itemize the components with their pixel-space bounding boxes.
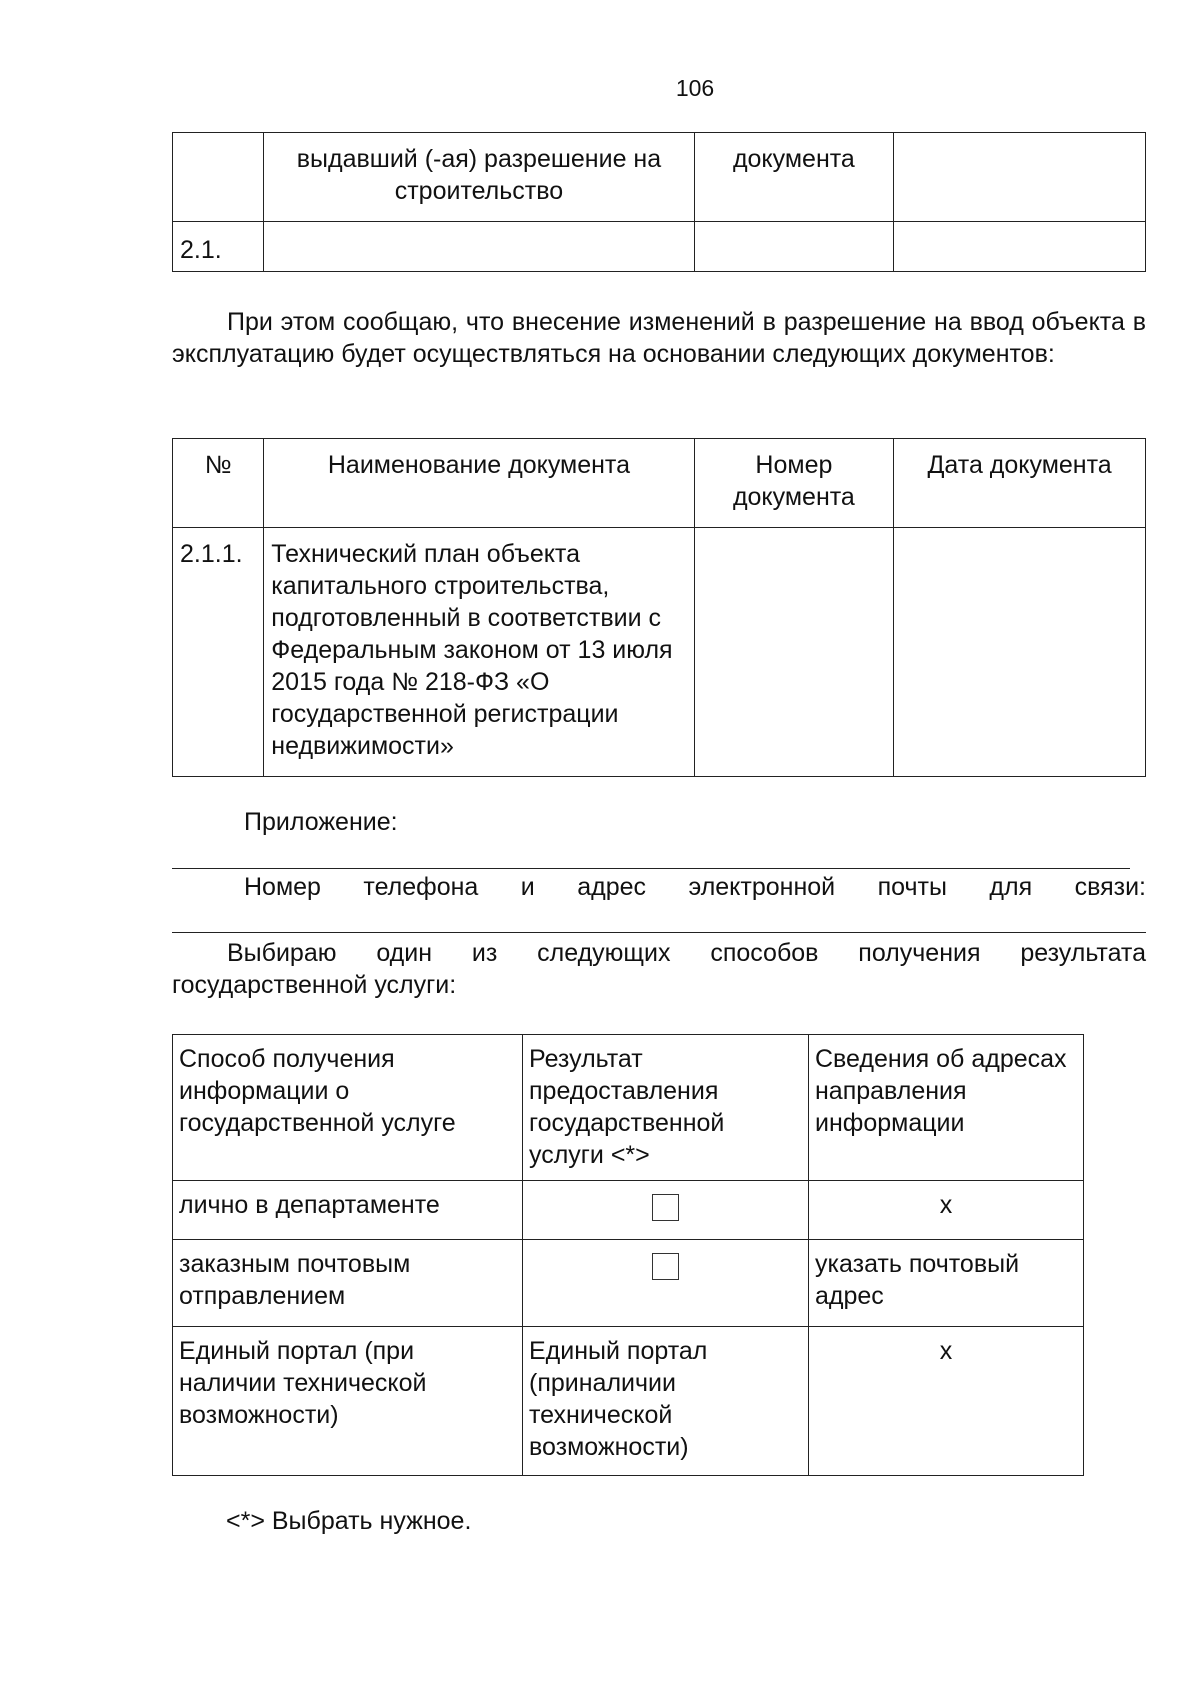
column-header-method: Способ получения информации о государственной услуге <box>173 1035 523 1181</box>
column-header-number: № <box>173 439 264 528</box>
paragraph-documents-intro: При этом сообщаю, что внесение изменений в разрешение на ввод объекта в эксплуатацию будет осуществляться на основании следующих документов: <box>172 308 1146 368</box>
address-cell: x <box>809 1181 1084 1240</box>
table-cell[interactable] <box>264 222 694 272</box>
table-cell-doc-date[interactable] <box>894 528 1146 777</box>
table-row <box>173 528 1146 777</box>
table-header-row <box>173 439 1146 528</box>
table-header-row <box>173 1035 1084 1181</box>
table-cell-number: 2.1. <box>173 222 264 272</box>
contact-line[interactable] <box>172 932 1146 933</box>
result-checkbox[interactable] <box>652 1253 679 1280</box>
table-row <box>173 1181 1084 1240</box>
table-cell <box>894 133 1146 222</box>
table-row <box>173 1327 1084 1476</box>
address-cell: указать почтовый адрес <box>809 1240 1084 1327</box>
result-checkbox[interactable] <box>652 1194 679 1221</box>
table-row <box>173 1240 1084 1327</box>
table-cell <box>173 133 264 222</box>
contact-label: Номер телефона и адрес электронной почты для связи: <box>244 873 1146 901</box>
footnote: <*> Выбрать нужное. <box>226 1507 472 1535</box>
table-delivery-methods <box>172 1034 1084 1476</box>
method-label: лично в департаменте <box>173 1181 523 1240</box>
table-row <box>173 222 1146 272</box>
page-number: 106 <box>675 75 715 101</box>
column-header-doc-date: Дата документа <box>894 439 1146 528</box>
table-cell-number: 2.1.1. <box>173 528 264 777</box>
table-cell: выдавший (-ая) разрешение на строительство <box>264 133 694 222</box>
table-cell[interactable] <box>894 222 1146 272</box>
result-cell <box>523 1181 809 1240</box>
table-documents <box>172 438 1146 777</box>
table-cell-doc-number[interactable] <box>694 528 894 777</box>
attachment-line[interactable] <box>172 868 1130 869</box>
result-cell: Единый портал (приналичии технической возможности) <box>523 1327 809 1476</box>
table-cell-doc-name: Технический план объекта капитального строительства, подготовленный в соответствии с Федеральным законом от 13 июля 2015 года № 218-ФЗ «О государственной регистрации недвижимости» <box>264 528 694 777</box>
column-header-name: Наименование документа <box>264 439 694 528</box>
method-label: Единый портал (при наличии технической возможности) <box>173 1327 523 1476</box>
column-header-doc-number: Номер документа <box>694 439 894 528</box>
column-header-address: Сведения об адресах направления информации <box>809 1035 1084 1181</box>
table-cell[interactable] <box>694 222 894 272</box>
table-permit-issuer <box>172 132 1146 272</box>
table-row <box>173 133 1146 222</box>
attachment-label: Приложение: <box>244 808 398 836</box>
table-cell: документа <box>694 133 894 222</box>
column-header-result: Результат предоставления государственной услуги <*> <box>523 1035 809 1181</box>
result-cell <box>523 1240 809 1327</box>
paragraph-method-intro: Выбираю один из следующих способов получения результата государственной услуги: <box>172 939 1146 999</box>
address-cell: x <box>809 1327 1084 1476</box>
method-label: заказным почтовым отправлением <box>173 1240 523 1327</box>
